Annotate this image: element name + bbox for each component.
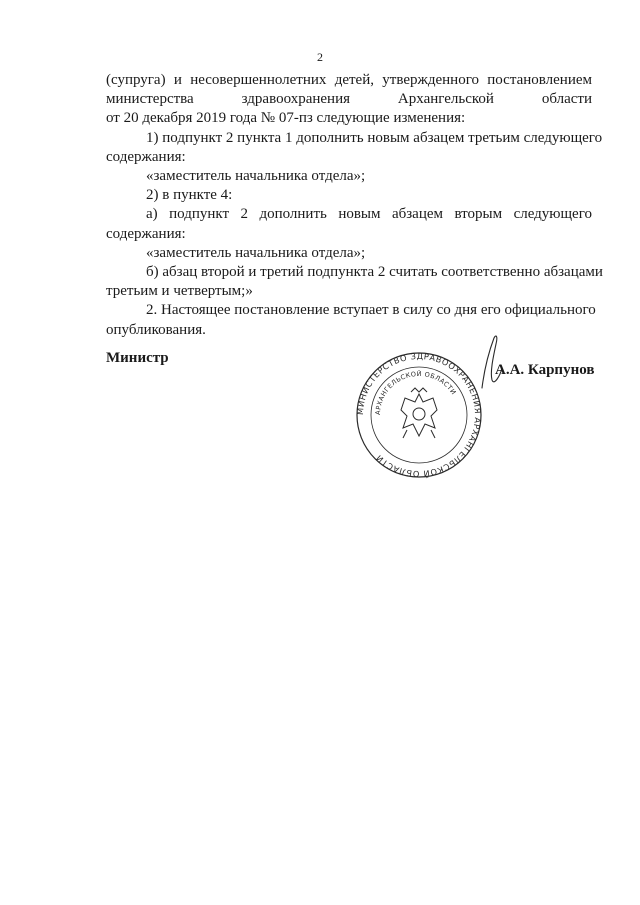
svg-text:АРХАНГЕЛЬСКОЙ ОБЛАСТИ — [374, 369, 458, 415]
handwritten-signature — [478, 332, 506, 390]
document-body — [106, 71, 603, 340]
text-line: опубликования. — [106, 321, 206, 338]
official-seal — [345, 350, 493, 480]
text-line: 2. Настоящее постановление вступает в силу со дня его официального — [146, 302, 596, 319]
text-line: (супруга) и несовершеннолетних детей, утвержденного постановлением — [106, 72, 592, 88]
page-number: 2 — [317, 50, 323, 64]
text-line: 1) подпункт 2 пункта 1 дополнить новым абзацем третьим следующего — [146, 129, 603, 146]
text-line: б) абзац второй и третий подпункта 2 считать соответственно абзацами — [146, 264, 603, 281]
seal-inner-text: АРХАНГЕЛЬСКОЙ ОБЛАСТИ — [373, 369, 458, 416]
signatory-name: А.А. Карпунов — [495, 362, 595, 378]
text-line: «заместитель начальника отдела»; — [146, 168, 366, 185]
text-line: содержания: — [106, 225, 186, 242]
signatory-position: Министр — [106, 350, 169, 366]
coat-of-arms-icon — [401, 388, 437, 438]
text-line: а) подпункт 2 дополнить новым абзацем вторым следующего — [146, 206, 592, 223]
text-line: третьим и четвертым;» — [106, 283, 253, 300]
text-line: «заместитель начальника отдела»; — [146, 244, 366, 261]
text-line: 2) в пункте 4: — [146, 187, 233, 204]
text-line: министерства здравоохранения Архангельской области — [106, 91, 592, 108]
seal-outer-text: МИНИСТЕРСТВО ЗДРАВООХРАНЕНИЯ АРХАНГЕЛЬСКОЙ ОБЛАСТИ — [354, 350, 484, 480]
text-line: содержания: — [106, 148, 186, 165]
text-line: от 20 декабря 2019 года № 07-пз следующие изменения: — [106, 110, 466, 127]
